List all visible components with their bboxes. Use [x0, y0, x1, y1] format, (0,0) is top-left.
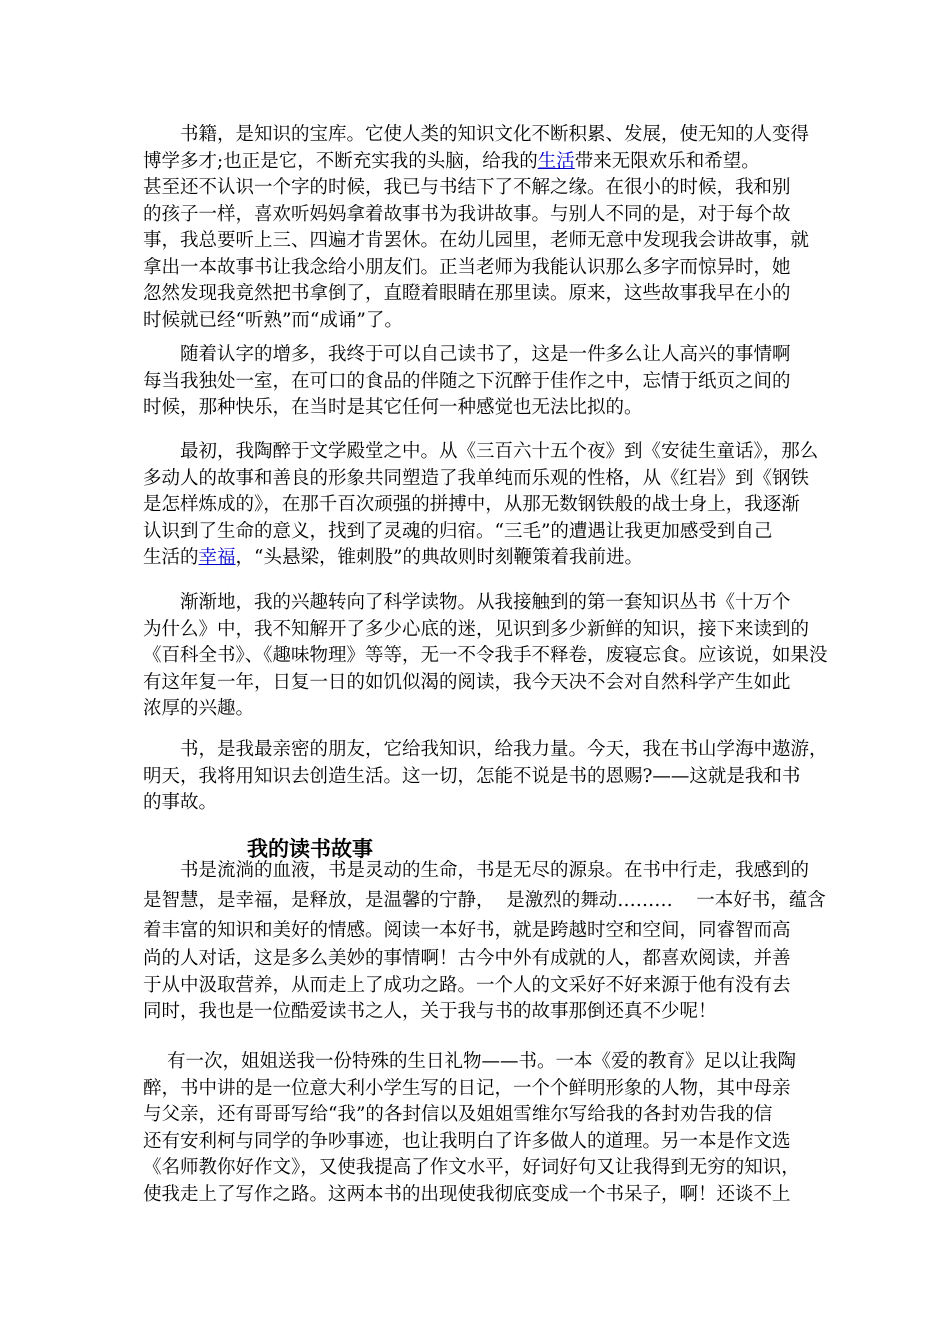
- text-line: 于从中汲取营养，从而走上了成功之路。一个人的文采好不好来源于他有没有去: [143, 974, 791, 996]
- paragraph-2: [143, 342, 815, 422]
- link-xingfu[interactable]: 幸福: [198, 547, 236, 568]
- text-line: 着丰富的知识和美好的情感。阅读一本好书，就是跨越时空和空间，同睿智而高: [143, 920, 791, 941]
- paragraph-1: [143, 122, 815, 334]
- text-line: [143, 149, 815, 176]
- link-shenghuo[interactable]: 生活: [537, 150, 575, 172]
- text-line: 与父亲，还有哥哥写给“我”的各封信以及姐姐雪维尔写给我的各封劝告我的信: [143, 1104, 773, 1125]
- text-line: 事，我总要听上三、四遍才肯罢休。在幼儿园里，老师无意中发现我会讲故事，就: [143, 230, 810, 251]
- text-line: 每当我独处一室，在可口的食品的伴随之下沉醉于佳作之中，忘情于纸页之间的: [143, 370, 791, 392]
- text-line: 《百科全书》、《趣味物理》等等，无一不令我手不释卷，废寝忘食。应该说，如果没: [143, 645, 828, 666]
- paragraph-4: [143, 590, 828, 723]
- text-line: 拿出一本故事书让我念给小朋友们。正当老师为我能认识那么多字而惊异时，她: [143, 256, 791, 278]
- text-line: 尚的人对话，这是多么美妙的事情啊！古今中外有成就的人，都喜欢阅读，并善: [143, 948, 791, 969]
- text-line: 的孩子一样，喜欢听妈妈拿着故事书为我讲故事。与别人不同的是，对于每个故: [143, 203, 791, 225]
- text-line: 甚至还不认识一个字的时候，我已与书结下了不解之缘。在很小的时候，我和别: [143, 177, 791, 198]
- text-line: 有一次，姐姐送我一份特殊的生日礼物——书。一本《爱的教育》足以让我陶: [167, 1051, 797, 1072]
- text-line: 是智慧，是幸福，是释放，是温馨的宁静， 是激烈的舞动……… 一本好书，蕴含: [143, 890, 826, 911]
- text-line: 忽然发现我竟然把书拿倒了，直瞪着眼睛在那里读。原来，这些故事我早在小的: [143, 283, 791, 304]
- text-line: 是怎样炼成的》，在那千百次顽强的拼搏中，从那无数钢铁般的战士身上，我逐渐: [143, 494, 800, 515]
- paragraph-7: [143, 1049, 815, 1208]
- paragraph-5: [143, 737, 828, 817]
- text-line: [143, 545, 815, 572]
- text-line: 最初，我陶醉于文学殿堂之中。从《三百六十五个夜》到《安徒生童话》，那么: [180, 441, 819, 462]
- text-line: 还有安利柯与同学的争吵事迹，也让我明白了许多做人的道理。另一本是作文选: [143, 1130, 791, 1152]
- text-span: 带来无限欢乐和希望。: [574, 150, 760, 172]
- text-line: 有这年复一年，日复一日的如饥似渴的阅读，我今天决不会对自然科学产生如此: [143, 671, 791, 693]
- text-line: 的事故。: [143, 792, 218, 813]
- text-span: 博学多才;也正是它，不断充实我的头脑，给我的: [143, 150, 538, 172]
- text-span: 生活的: [143, 547, 199, 568]
- text-line: 书籍，是知识的宝库。它使人类的知识文化不断积累、发展，使无知的人变得: [180, 124, 810, 145]
- text-line: 随着认字的增多，我终于可以自己读书了，这是一件多么让人高兴的事情啊: [180, 344, 791, 365]
- text-span: ，“头悬梁，锥刺股”的典故则时刻鞭策着我前进。: [235, 547, 643, 568]
- paragraph-3: [143, 439, 819, 572]
- text-line: 书，是我最亲密的朋友，它给我知识，给我力量。今天，我在书山学海中遨游，: [180, 739, 828, 760]
- text-line: 认识到了生命的意义，找到了灵魂的归宿。“三毛”的遭遇让我更加感受到自己: [143, 520, 773, 542]
- text-line: 《名师教你好作文》，又使我提高了作文水平，好词好句又让我得到无穷的知识，: [143, 1157, 800, 1178]
- text-line: 书是流淌的血液，书是灵动的生命，书是无尽的源泉。在书中行走，我感到的: [180, 860, 810, 881]
- text-line: 醉，书中讲的是一位意大利小学生写的日记，一个个鲜明形象的人物，其中母亲: [143, 1077, 791, 1099]
- text-line: 时候就已经“听熟”而“成诵”了。: [143, 309, 403, 331]
- text-line: 时候，那种快乐，在当时是其它任何一种感觉也无法比拟的。: [143, 397, 643, 418]
- text-line: 渐渐地，我的兴趣转向了科学读物。从我接触到的第一套知识丛书《十万个: [180, 592, 791, 613]
- text-line: 同时，我也是一位酷爱读书之人，关于我与书的故事那倒还真不少呢！: [143, 1001, 717, 1022]
- section-heading: 我的读书故事: [247, 837, 373, 861]
- text-line: 多动人的故事和善良的形象共同塑造了我单纯而乐观的性格，从《红岩》到《钢铁: [143, 467, 810, 489]
- text-line: 使我走上了写作之路。这两本书的出现使我彻底变成一个书呆子，啊！还谈不上: [143, 1183, 791, 1205]
- text-line: 为什么》中，我不知解开了多少心底的迷，见识到多少新鲜的知识，接下来读到的: [143, 618, 810, 640]
- paragraph-6: [143, 856, 826, 1026]
- text-line: 浓厚的兴趣。: [143, 698, 255, 719]
- text-line: 明天，我将用知识去创造生活。这一切，怎能不说是书的恩赐?——这就是我和书: [143, 765, 801, 787]
